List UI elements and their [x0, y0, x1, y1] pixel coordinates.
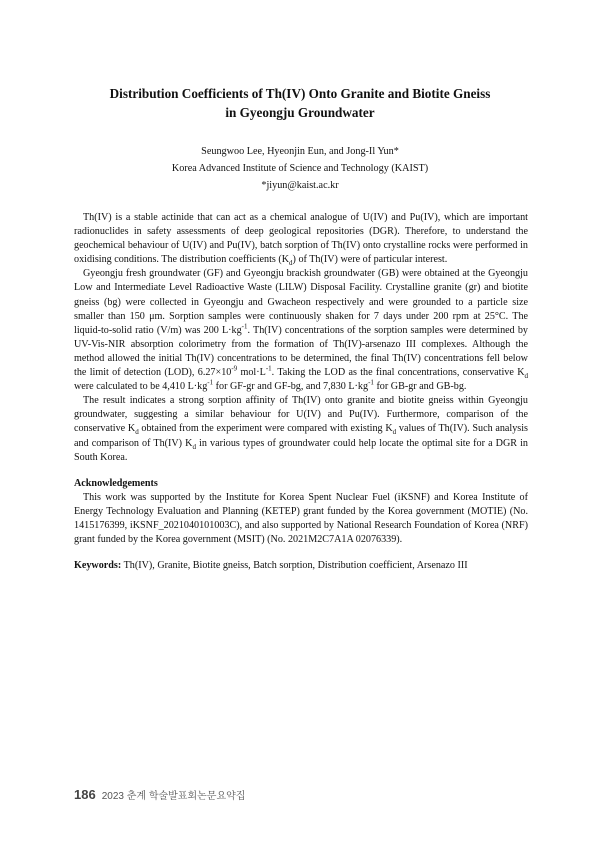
conference-name: 2023 춘계 학술발표회논문요약집: [101, 791, 246, 802]
email: *jiyun@kaist.ac.kr: [261, 180, 339, 191]
paper-title: [0, 84, 600, 122]
keywords: [74, 559, 528, 573]
keywords-text: Th(IV), Granite, Biotite gneiss, Batch sorption, Distribution coefficient, Arsenazo III: [121, 560, 468, 572]
paper-body: [74, 211, 528, 573]
title-line-1: Distribution Coefficients of Th(IV) Onto Granite and Biotite Gneiss: [109, 86, 491, 101]
title-line-2: in Gyeongju Groundwater: [225, 105, 375, 120]
page-number: 186: [74, 787, 96, 802]
acknowledgements-text: This work was supported by the Institute for Korea Spent Nuclear Fuel (iKSNF) and Korea Institute of Energy Technology Evaluation and Planning (KETEP) grant funded by the Korea government (MOTIE) (No. 1415176399, iKSNF_2021040101003C), and also supported by National Research Foundation of Korea (NRF) grant funded by the Korea government (MSIT) (No. 2021M2C7A1A 02076339).: [74, 491, 528, 546]
page-footer: [74, 786, 245, 804]
abstract-paragraph-1: Th(IV) is a stable actinide that can act as a chemical analogue of U(IV) and Pu(IV), which are important radionuclides in safety assessments of deep geological repositories (DGR). Therefore, to understand the geochemical behaviour of U(IV) and Pu(IV), batch sorption of Th(IV) onto crystalline rocks were performed in oxidising conditions. The distribution coefficients $(K_d)$ of Th(IV) were of particular interest.: [74, 212, 528, 268]
authors: Seungwoo Lee, Hyeonjin Eun, and Jong-Il Yun*: [201, 146, 399, 157]
abstract-paragraph-2: Gyeongju fresh groundwater (GF) and Gyeongju brackish groundwater (GB) were obtained at the Gyeongju Low and Intermediate Level Radioactive Waste (LILW) Disposal Facility. Crystalline granite (gr) and biotite gneiss (bg) were collected in Gyeongju and Gwacheon respectively and were grounded to a particle size smaller than 150 μm. Sorption samples were continuously shaken for 7 days under 200 rpm at 25°C. The liquid-to-solid ratio (V/m) was 200 $L\cdot kg^{-1}$. Th(IV) concentrations of the sorption samples were determined by UV-Vis-NIR absorption colorimetry from the formation of Th(IV)-arsenazo III complexes. Although the method allowed the initial Th(IV) concentrations to be determined, the final Th(IV) concentrations fell below the limit of detection (LOD), $6.27\times 10^{-9}$ $mol\cdot L^{-1}$. Taking the LOD as the final concentrations, conservative $K_d$ were calculated to be 4,410 $L\cdot kg^{-1}$ for GF-gr and GF-bg, and 7,830 $L\cdot kg^{-1}$ for GB-gr and GB-bg.: [74, 268, 529, 393]
keywords-label: Keywords:: [74, 560, 122, 572]
author-block: [0, 143, 600, 194]
abstract-paragraph-3: The result indicates a strong sorption affinity of Th(IV) onto granite and biotite gneiss within Gyeongju groundwater, suggesting a similar behaviour for U(IV) and Pu(IV). Furthermore, comparison of the conservative $K_d$ obtained from the experiment were compared with existing $K_d$ values of Th(IV). Such analysis and comparison of Th(IV) $K_d$ in various types of groundwater could help locate the optimal site for a DGR in South Korea.: [74, 395, 528, 463]
acknowledgements-heading: Acknowledgements: [74, 477, 158, 489]
affiliation: Korea Advanced Institute of Science and Technology (KAIST): [171, 163, 429, 174]
